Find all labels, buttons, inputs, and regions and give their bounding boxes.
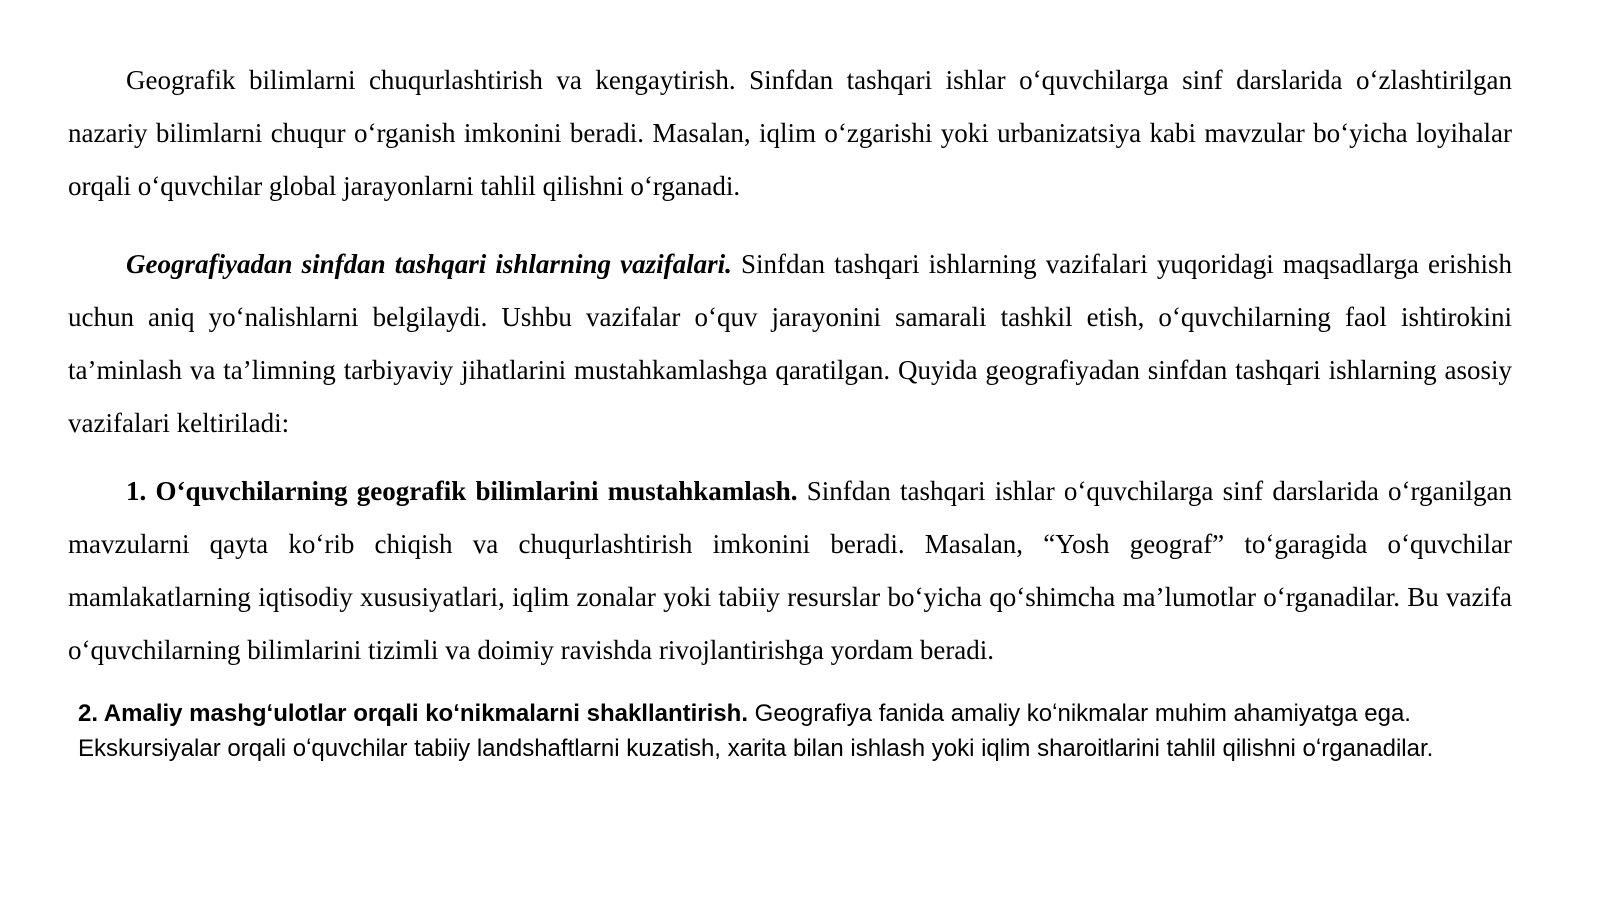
paragraph-1-text: Geografik bilimlarni chuqurlashtirish va kengaytirish. Sinfdan tashqari ishlar oʻquvchilarga sinf darslarida oʻzlashtirilgan nazariy bilimlarni chuqur oʻrganish imkonini beradi. Masalan, iqlim oʻzgarishi yoki urbanizatsiya kabi mavzular boʻyicha loyihalar orqali oʻquvchilar global jarayonlarni tahlil qilishni oʻrganadi. bbox=[68, 65, 1512, 201]
paragraph-4 bbox=[78, 696, 1518, 766]
paragraph-4-heading: 2. Amaliy mashgʻulotlar orqali koʻnikmalarni shakllantirish. bbox=[78, 700, 748, 727]
paragraph-2 bbox=[68, 238, 1512, 450]
paragraph-3-heading: 1. Oʻquvchilarning geografik bilimlarini mustahkamlash. bbox=[126, 476, 798, 506]
paragraph-4-text: Geografiya fanida amaliy koʻnikmalar muhim ahamiyatga ega. Ekskursiyalar orqali oʻquvchilar tabiiy landshaftlarni kuzatish, xarita bilan ishlash yoki iqlim sharoitlarini tahlil qilishni oʻrganadilar. bbox=[78, 700, 1434, 762]
paragraph-2-heading: Geografiyadan sinfdan tashqari ishlarning vazifalari. bbox=[126, 249, 732, 279]
paragraph-3-text: Sinfdan tashqari ishlar oʻquvchilarga sinf darslarida oʻrganilgan mavzularni qayta koʻrib chiqish va chuqurlashtirish imkonini beradi. Masalan, “Yosh geograf” toʻgaragida oʻquvchilar mamlakatlarning iqtisodiy xususiyatlari, iqlim zonalar yoki tabiiy resurslar boʻyicha qoʻshimcha ma’lumotlar oʻrganadilar. Bu vazifa oʻquvchilarning bilimlarini tizimli va doimiy ravishda rivojlantirishga yordam beradi. bbox=[68, 476, 1513, 665]
paragraph-1 bbox=[68, 54, 1512, 213]
paragraph-3 bbox=[68, 465, 1512, 677]
paragraph-2-text: Sinfdan tashqari ishlarning vazifalari yuqoridagi maqsadlarga erishish uchun aniq yoʻnalishlarni belgilaydi. Ushbu vazifalar oʻquv jarayonini samarali tashkil etish, oʻquvchilarning faol ishtirokini ta’minlash va ta’limning tarbiyaviy jihatlarini mustahkamlashga qaratilgan. Quyida geografiyadan sinfdan tashqari ishlarning asosiy vazifalari keltiriladi: bbox=[68, 249, 1512, 438]
